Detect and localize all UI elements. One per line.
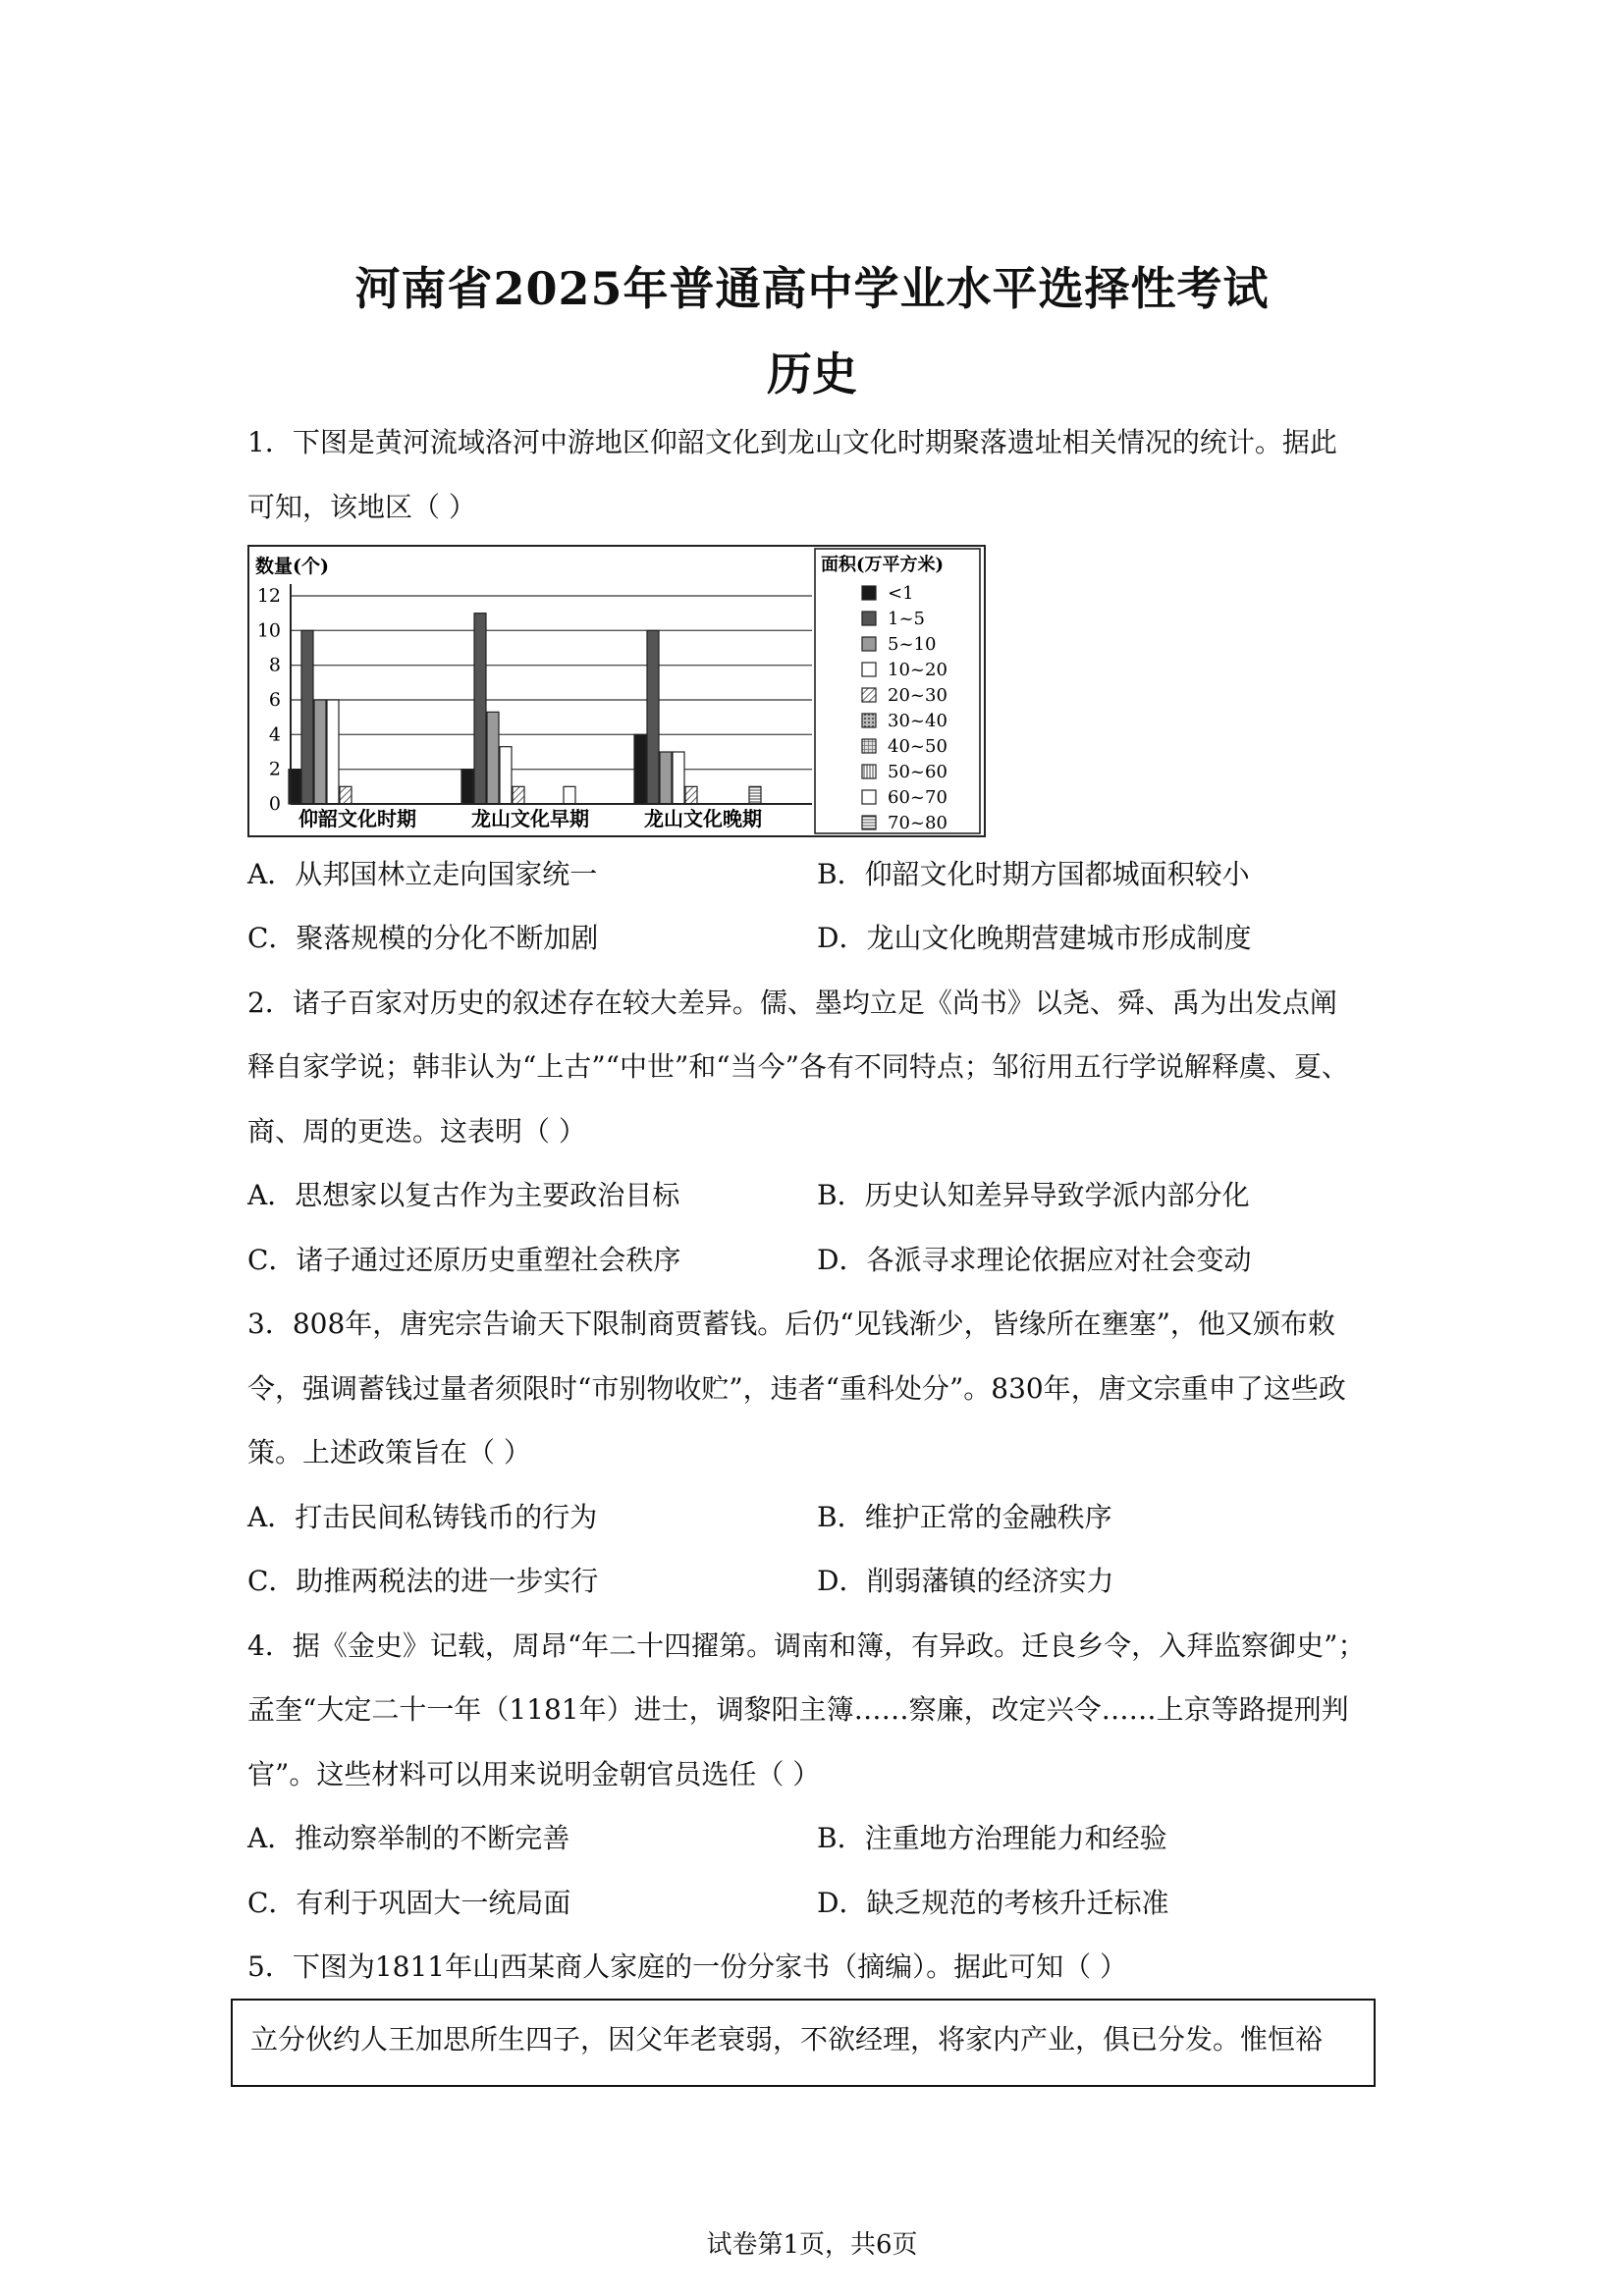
q1-stem-line1: 1．下图是黄河流域洛河中游地区仰韶文化到龙山文化时期聚落遗址相关情况的统计。据此 — [247, 426, 1337, 458]
legend-title: 面积(万平方米) — [821, 555, 945, 575]
legend-label: 50~60 — [888, 762, 947, 782]
bar — [749, 786, 761, 804]
y-tick-label: 4 — [268, 723, 281, 746]
q3-option-a[interactable]: A．打击民间私铸钱币的行为 — [247, 1501, 598, 1533]
y-tick-label: 0 — [268, 793, 281, 815]
q1-stem-line2: 可知，该地区（ ） — [247, 491, 476, 523]
family-division-document-text: 立分伙约人王加思所生四子，因父年老衰弱，不欲经理，将家内产业，俱已分发。惟恒裕 — [250, 2023, 1324, 2056]
x-category-label: 龙山文化晚期 — [644, 807, 762, 830]
y-tick-label: 2 — [268, 758, 281, 780]
q4-stem-line2: 孟奎“大定二十一年（1181年）进士，调黎阳主簿……察廉，改定兴令……上京等路提刑判 — [247, 1693, 1349, 1726]
bar — [500, 747, 512, 804]
legend-swatch — [862, 765, 876, 778]
q3-option-b[interactable]: B．维护正常的金融秩序 — [817, 1501, 1112, 1533]
q2-option-b[interactable]: B．历史认知差异导致学派内部分化 — [817, 1179, 1250, 1211]
bar — [461, 770, 473, 804]
subject-title: 历史 — [767, 347, 857, 400]
legend-label: 70~80 — [888, 813, 947, 833]
q3-option-c[interactable]: C．助推两税法的进一步实行 — [247, 1565, 599, 1597]
q2-option-c[interactable]: C．诸子通过还原历史重塑社会秩序 — [247, 1244, 681, 1276]
q3-stem-line1: 3．808年，唐宪宗告谕天下限制商贾蓄钱。后仍“见钱渐少，皆缘所在壅塞”，他又颁布敕 — [247, 1308, 1335, 1340]
q3-stem-line2: 令，强调蓄钱过量者须限时“市别物收贮”，违者“重科处分”。830年，唐文宗重申了这些政 — [247, 1372, 1346, 1405]
settlement-chart-svg — [247, 545, 986, 837]
bar — [340, 786, 352, 804]
x-category-label: 仰韶文化时期 — [298, 807, 416, 830]
q2-option-d[interactable]: D．各派寻求理论依据应对社会变动 — [817, 1244, 1252, 1276]
q4-option-c[interactable]: C．有利于巩固大一统局面 — [247, 1887, 571, 1919]
y-tick-label: 10 — [256, 619, 281, 642]
q2-stem-line3: 商、周的更迭。这表明（ ） — [247, 1115, 586, 1148]
q1-option-b[interactable]: B．仰韶文化时期方国都城面积较小 — [817, 858, 1250, 890]
q2-stem-line1: 2．诸子百家对历史的叙述存在较大差异。儒、墨均立足《尚书》以尧、舜、禹为出发点阐 — [247, 987, 1337, 1019]
legend-label: 20~30 — [888, 685, 947, 706]
q3-stem-line3: 策。上述政策旨在（ ） — [247, 1436, 531, 1468]
legend-swatch — [862, 714, 876, 727]
bar — [327, 700, 339, 804]
legend-swatch — [862, 688, 876, 702]
bar — [301, 630, 313, 804]
y-axis-label: 数量(个) — [255, 556, 329, 577]
bar — [647, 630, 659, 804]
q2-stem-line2: 释自家学说；韩非认为“上古”“中世”和“当今”各有不同特点；邹衍用五行学说解释虞、夏、 — [247, 1050, 1349, 1083]
bar — [314, 700, 326, 804]
bar — [660, 752, 672, 804]
q1-option-d[interactable]: D．龙山文化晚期营建城市形成制度 — [817, 922, 1252, 954]
q4-option-a[interactable]: A．推动察举制的不断完善 — [247, 1822, 570, 1854]
bar — [634, 734, 646, 804]
legend-swatch — [862, 612, 876, 625]
q1-option-c[interactable]: C．聚落规模的分化不断加剧 — [247, 922, 599, 954]
y-tick-label: 12 — [256, 585, 281, 607]
bar — [474, 614, 486, 804]
q3-option-d[interactable]: D．削弱藩镇的经济实力 — [817, 1565, 1114, 1597]
exam-title: 河南省2025年普通高中学业水平选择性考试 — [354, 262, 1270, 315]
legend-swatch — [862, 663, 876, 676]
legend-swatch — [862, 586, 876, 600]
legend-label: 10~20 — [888, 660, 947, 680]
legend-label: <1 — [888, 583, 914, 604]
legend-label: 1~5 — [888, 609, 925, 629]
family-division-document-box — [231, 1999, 1376, 2087]
q5-stem-line1: 5．下图为1811年山西某商人家庭的一份分家书（摘编）。据此可知（ ） — [247, 1950, 1127, 1983]
q4-stem-line1: 4．据《金史》记载，周昂“年二十四擢第。调南和簿，有异政。迁良乡令，入拜监察御史”； — [247, 1629, 1366, 1662]
q1-option-a[interactable]: A．从邦国林立走向国家统一 — [247, 858, 598, 890]
bar — [487, 712, 499, 804]
page-footer: 试卷第1页，共6页 — [706, 2230, 918, 2260]
bar — [513, 786, 524, 804]
legend-label: 40~50 — [888, 736, 947, 757]
q2-option-a[interactable]: A．思想家以复古作为主要政治目标 — [247, 1179, 680, 1211]
y-tick-label: 8 — [268, 654, 281, 676]
legend-label: 60~70 — [888, 787, 947, 808]
legend-swatch — [862, 790, 876, 804]
y-tick-label: 6 — [268, 689, 281, 711]
legend-swatch — [862, 637, 876, 651]
q4-option-d[interactable]: D．缺乏规范的考核升迁标准 — [817, 1887, 1169, 1919]
legend-label: 30~40 — [888, 711, 947, 731]
q4-stem-line3: 官”。这些材料可以用来说明金朝官员选任（ ） — [247, 1758, 821, 1790]
bar — [564, 786, 575, 804]
bar — [673, 752, 684, 804]
settlement-chart — [247, 545, 986, 837]
legend-label: 5~10 — [888, 634, 937, 655]
x-category-label: 龙山文化早期 — [471, 807, 589, 830]
q4-option-b[interactable]: B．注重地方治理能力和经验 — [817, 1822, 1167, 1854]
legend-swatch — [862, 816, 876, 829]
bar — [685, 786, 697, 804]
legend-swatch — [862, 739, 876, 753]
